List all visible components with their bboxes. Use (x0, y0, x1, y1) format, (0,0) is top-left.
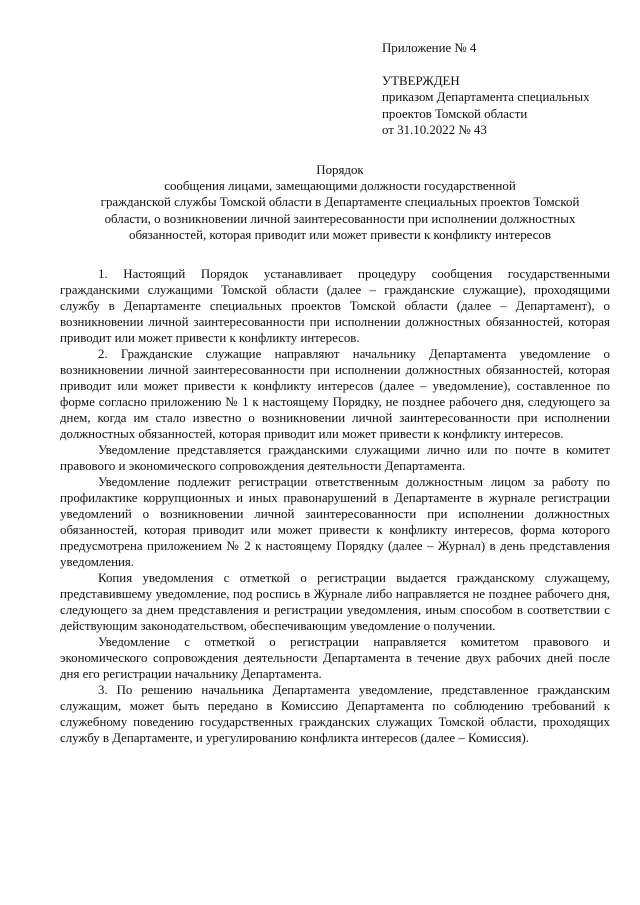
approved-date: от 31.10.2022 № 43 (382, 122, 487, 137)
document-title (60, 162, 620, 243)
title-line-1: Порядок (316, 163, 364, 177)
approved-by-line-1: приказом Департамента специальных (382, 90, 590, 105)
paragraph-3: Уведомление представляется гражданскими служащими лично или по почте в комитет правового и экономического сопровождения деятельности Департамента. (60, 443, 610, 473)
title-line-4: области, о возникновении личной заинтересованности при исполнении должностных (104, 211, 576, 226)
title-line-2: сообщения лицами, замещающими должности государственной (164, 179, 516, 194)
paragraph-2: 2. Гражданские служащие направляют начальнику Департамента уведомление о возникновении личной заинтересованности при исполнении должностных обязанностей, которая приводит или может привести к конфликту интересов (далее – уведомление), составленное по форме согласно приложению № 1 к настоящему Порядку, не позднее рабочего дня, следующего за днем, когда им стало известно о возникновении личной заинтересованности при исполнении должностных обязанностей, которая приводит или может привести к конфликту интересов. (60, 347, 610, 441)
appendix-number: Приложение № 4 (382, 41, 477, 55)
approved-heading: УТВЕРЖДЕН (382, 74, 460, 89)
title-line-3: гражданской службы Томской области в Департаменте специальных проектов Томской (100, 195, 580, 210)
paragraph-5: Копия уведомления с отметкой о регистрации выдается гражданскому служащему, представившему уведомление, под роспись в Журнале либо направляется не позднее рабочего дня, следующего за днем представления и регистрации уведомления, иным способом в соответствии с действующим законодательством, обеспечивающим уведомление о получении. (60, 571, 610, 633)
title-line-5: обязанностей, которая приводит или может привести к конфликту интересов (129, 227, 551, 242)
paragraph-4: Уведомление подлежит регистрации ответственным должностным лицом за работу по профилактике коррупционных и иных правонарушений в Департаменте в журнале регистрации уведомлений о возникновении личной заинтересованности при исполнении должностных обязанностей, которая приводит или может привести к конфликту интересов, форма которого предусмотрена приложением № 2 к настоящему Порядку (далее – Журнал) в день представления уведомления. (60, 475, 610, 569)
paragraph-6: Уведомление с отметкой о регистрации направляется комитетом правового и экономического сопровождения деятельности Департамента в течение двух рабочих дней после дня его регистрации начальнику Департамента. (60, 635, 610, 681)
approval-block (382, 40, 622, 138)
paragraph-7: 3. По решению начальника Департамента уведомление, представленное гражданским служащим, может быть передано в Комиссию Департамента по соблюдению требований к служебному поведению государственных гражданских служащих Томской области, проходящих службу в Департаменте, и урегулированию конфликта интересов (далее – Комиссия). (60, 683, 610, 745)
document-body (60, 266, 610, 746)
paragraph-1: 1. Настоящий Порядок устанавливает процедуру сообщения государственными гражданскими служащими Томской области (далее – гражданские служащие), проходящими службу в Департаменте специальных проектов Томской области (далее – Департамент), о возникновении личной заинтересованности при исполнении должностных обязанностей, которая приводит или может привести к конфликту интересов. (60, 267, 610, 345)
approved-by-line-2: проектов Томской области (382, 106, 528, 121)
